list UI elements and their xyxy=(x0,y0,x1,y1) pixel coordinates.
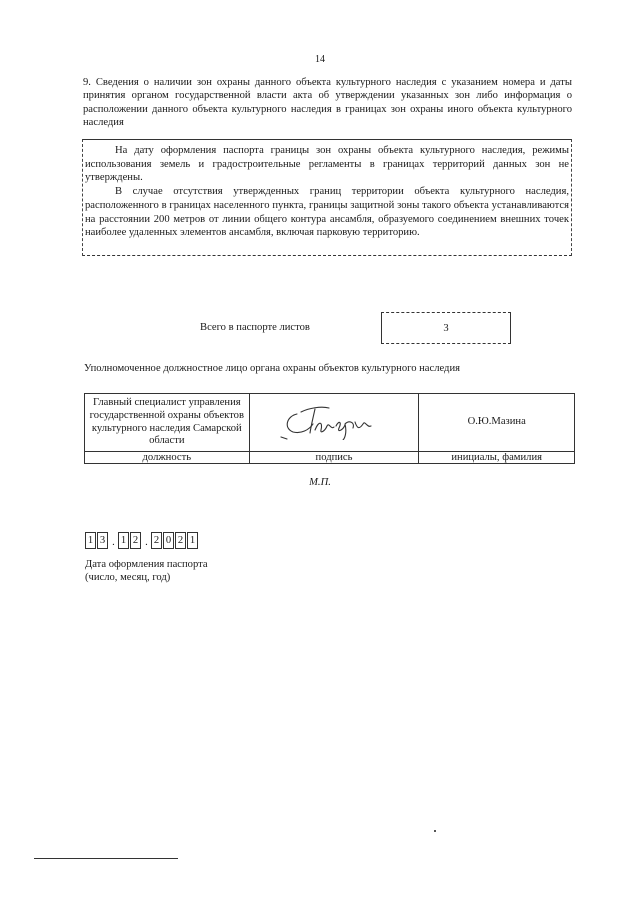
label-position: должность xyxy=(85,452,250,464)
date-month-digit-2: 2 xyxy=(130,532,141,549)
date-day-digit-2: 3 xyxy=(97,532,108,549)
stamp-mark: М.П. xyxy=(309,477,331,488)
date-month-digit-1: 1 xyxy=(118,532,129,549)
official-position: Главный специалист управления государственной охраны объектов культурного наследия Самарской области xyxy=(85,394,250,452)
label-initials-name: инициалы, фамилия xyxy=(419,452,575,464)
handwritten-signature xyxy=(279,400,389,440)
official-label: Уполномоченное должностное лицо органа охраны объектов культурного наследия xyxy=(84,363,460,374)
sheets-count-label: Всего в паспорте листов xyxy=(200,322,310,333)
zone-info-paragraph-2: В случае отсутствия утвержденных границ территории объекта культурного наследия, расположенного в границах населенного пункта, границы защитной зоны такого объекта устанавливаются на расстоянии 200 метров от линии общего контура ансамбля, образуемого соединением внешних точек наиболее удаленных элементов ансамбля, включая парковую территорию. xyxy=(85,186,569,239)
sheets-count-value: 3 xyxy=(443,322,449,334)
footnote-rule xyxy=(34,858,178,859)
scan-speck xyxy=(434,830,436,832)
date-day-digit-1: 1 xyxy=(85,532,96,549)
signature-cell xyxy=(249,394,419,452)
date-label-line-1: Дата оформления паспорта xyxy=(85,559,208,570)
signature-main-row xyxy=(85,394,575,452)
section-heading: 9. Сведения о наличии зон охраны данного объекта культурного наследия с указанием номера и даты принятия органом государственной власти акта об утверждении указанных зон либо информация о расположении данного объекта культурного наследия в границах зон охраны иного объекта культурного наследия xyxy=(83,77,572,129)
date-year-digit-4: 1 xyxy=(187,532,198,549)
page-number: 14 xyxy=(315,54,325,65)
official-initials-name: О.Ю.Мазина xyxy=(419,394,575,452)
date-separator: . xyxy=(145,537,148,548)
zone-info-paragraph-1: На дату оформления паспорта границы зон охраны объекта культурного наследия, режимы использования земель и градостроительные регламенты в границах территорий данных зон не утверждены. xyxy=(85,145,569,184)
signature-labels-row xyxy=(85,452,575,464)
date-label xyxy=(85,558,208,584)
signature-table xyxy=(84,393,575,464)
date-cells xyxy=(85,532,199,549)
date-separator: . xyxy=(112,537,115,548)
label-signature: подпись xyxy=(249,452,419,464)
date-year-digit-1: 2 xyxy=(151,532,162,549)
zone-info-text xyxy=(85,144,569,240)
date-year-digit-3: 2 xyxy=(175,532,186,549)
date-label-line-2: (число, месяц, год) xyxy=(85,572,171,584)
date-year-digit-2: 0 xyxy=(163,532,174,549)
sheets-count-box xyxy=(381,312,511,344)
